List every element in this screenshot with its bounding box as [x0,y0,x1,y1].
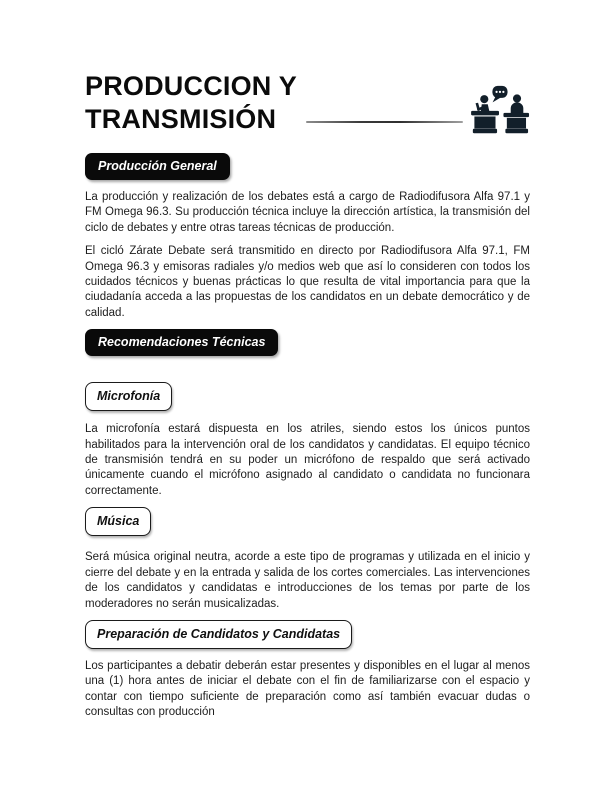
page-title-line-2: TRANSMISIÓN [85,104,277,134]
section-microfonia [85,382,530,499]
section-preparacion-candidatos [85,620,530,721]
document-header [85,70,530,136]
paragraph-produccion-2: El cicló Zárate Debate será transmitido en directo por Radiodifusora Alfa 97.1, FM Omega 96.3 y emisoras radiales y/o medios web que así lo consideren con todos los cuidados técnicos y buenas prácticas lo que resulta de vital importancia para que la ciudadanía acceda a las propuestas de los candidatos en un debate democrático y de calidad. [85,245,530,319]
badge-recomendaciones-tecnicas: Recomendaciones Técnicas [85,329,278,356]
page-title-line-1: PRODUCCION Y [85,71,297,101]
badge-musica: Música [85,507,151,536]
page-title [85,70,297,136]
badge-preparacion-candidatos: Preparación de Candidatos y Candidatas [85,620,352,649]
paragraph-produccion-1: La producción y realización de los debates está a cargo de Radiodifusora Alfa 97.1 y FM Omega 96.3. Su producción técnica incluye la dirección artística, la transmisión del ciclo de debates y entre otras tareas técnicas de producción. [85,191,530,234]
debate-podiums-icon [468,84,530,135]
paragraph-musica: Será música original neutra, acorde a este tipo de programas y utilizada en el inicio y cierre del debate y en la entrada y salida de los cortes comerciales. Las intervenciones de los candidatos y candidatas e introducciones de los temas por parte de los moderadores no serán musicalizadas. [85,551,530,610]
speech-bubble-icon [492,86,507,102]
badge-produccion-general: Producción General [85,153,230,180]
section-recomendaciones-tecnicas [85,329,530,356]
title-rule [306,121,463,123]
paragraph-preparacion: Los participantes a debatir deberán estar presentes y disponibles en el lugar al menos una (1) hora antes de iniciar el debate con el fin de familiarizarse con el espacio y contar con tiempo suficiente de preparación como así también evacuar dudas o consultas con producción [85,659,530,719]
paragraph-microfonia: La microfonía estará dispuesta en los atriles, siendo estos los únicos puntos habilitados para la intervención oral de los candidatos y candidatas. El equipo técnico de transmisión tendrá en su poder un micrófono de respaldo que será activado únicamente cuando el micrófono asignado al candidato o candidata no funcionara correctamente. [85,423,530,497]
badge-microfonia: Microfonía [85,382,172,411]
section-produccion-general [85,153,530,321]
right-speaker-icon [503,94,529,133]
section-musica [85,507,530,612]
